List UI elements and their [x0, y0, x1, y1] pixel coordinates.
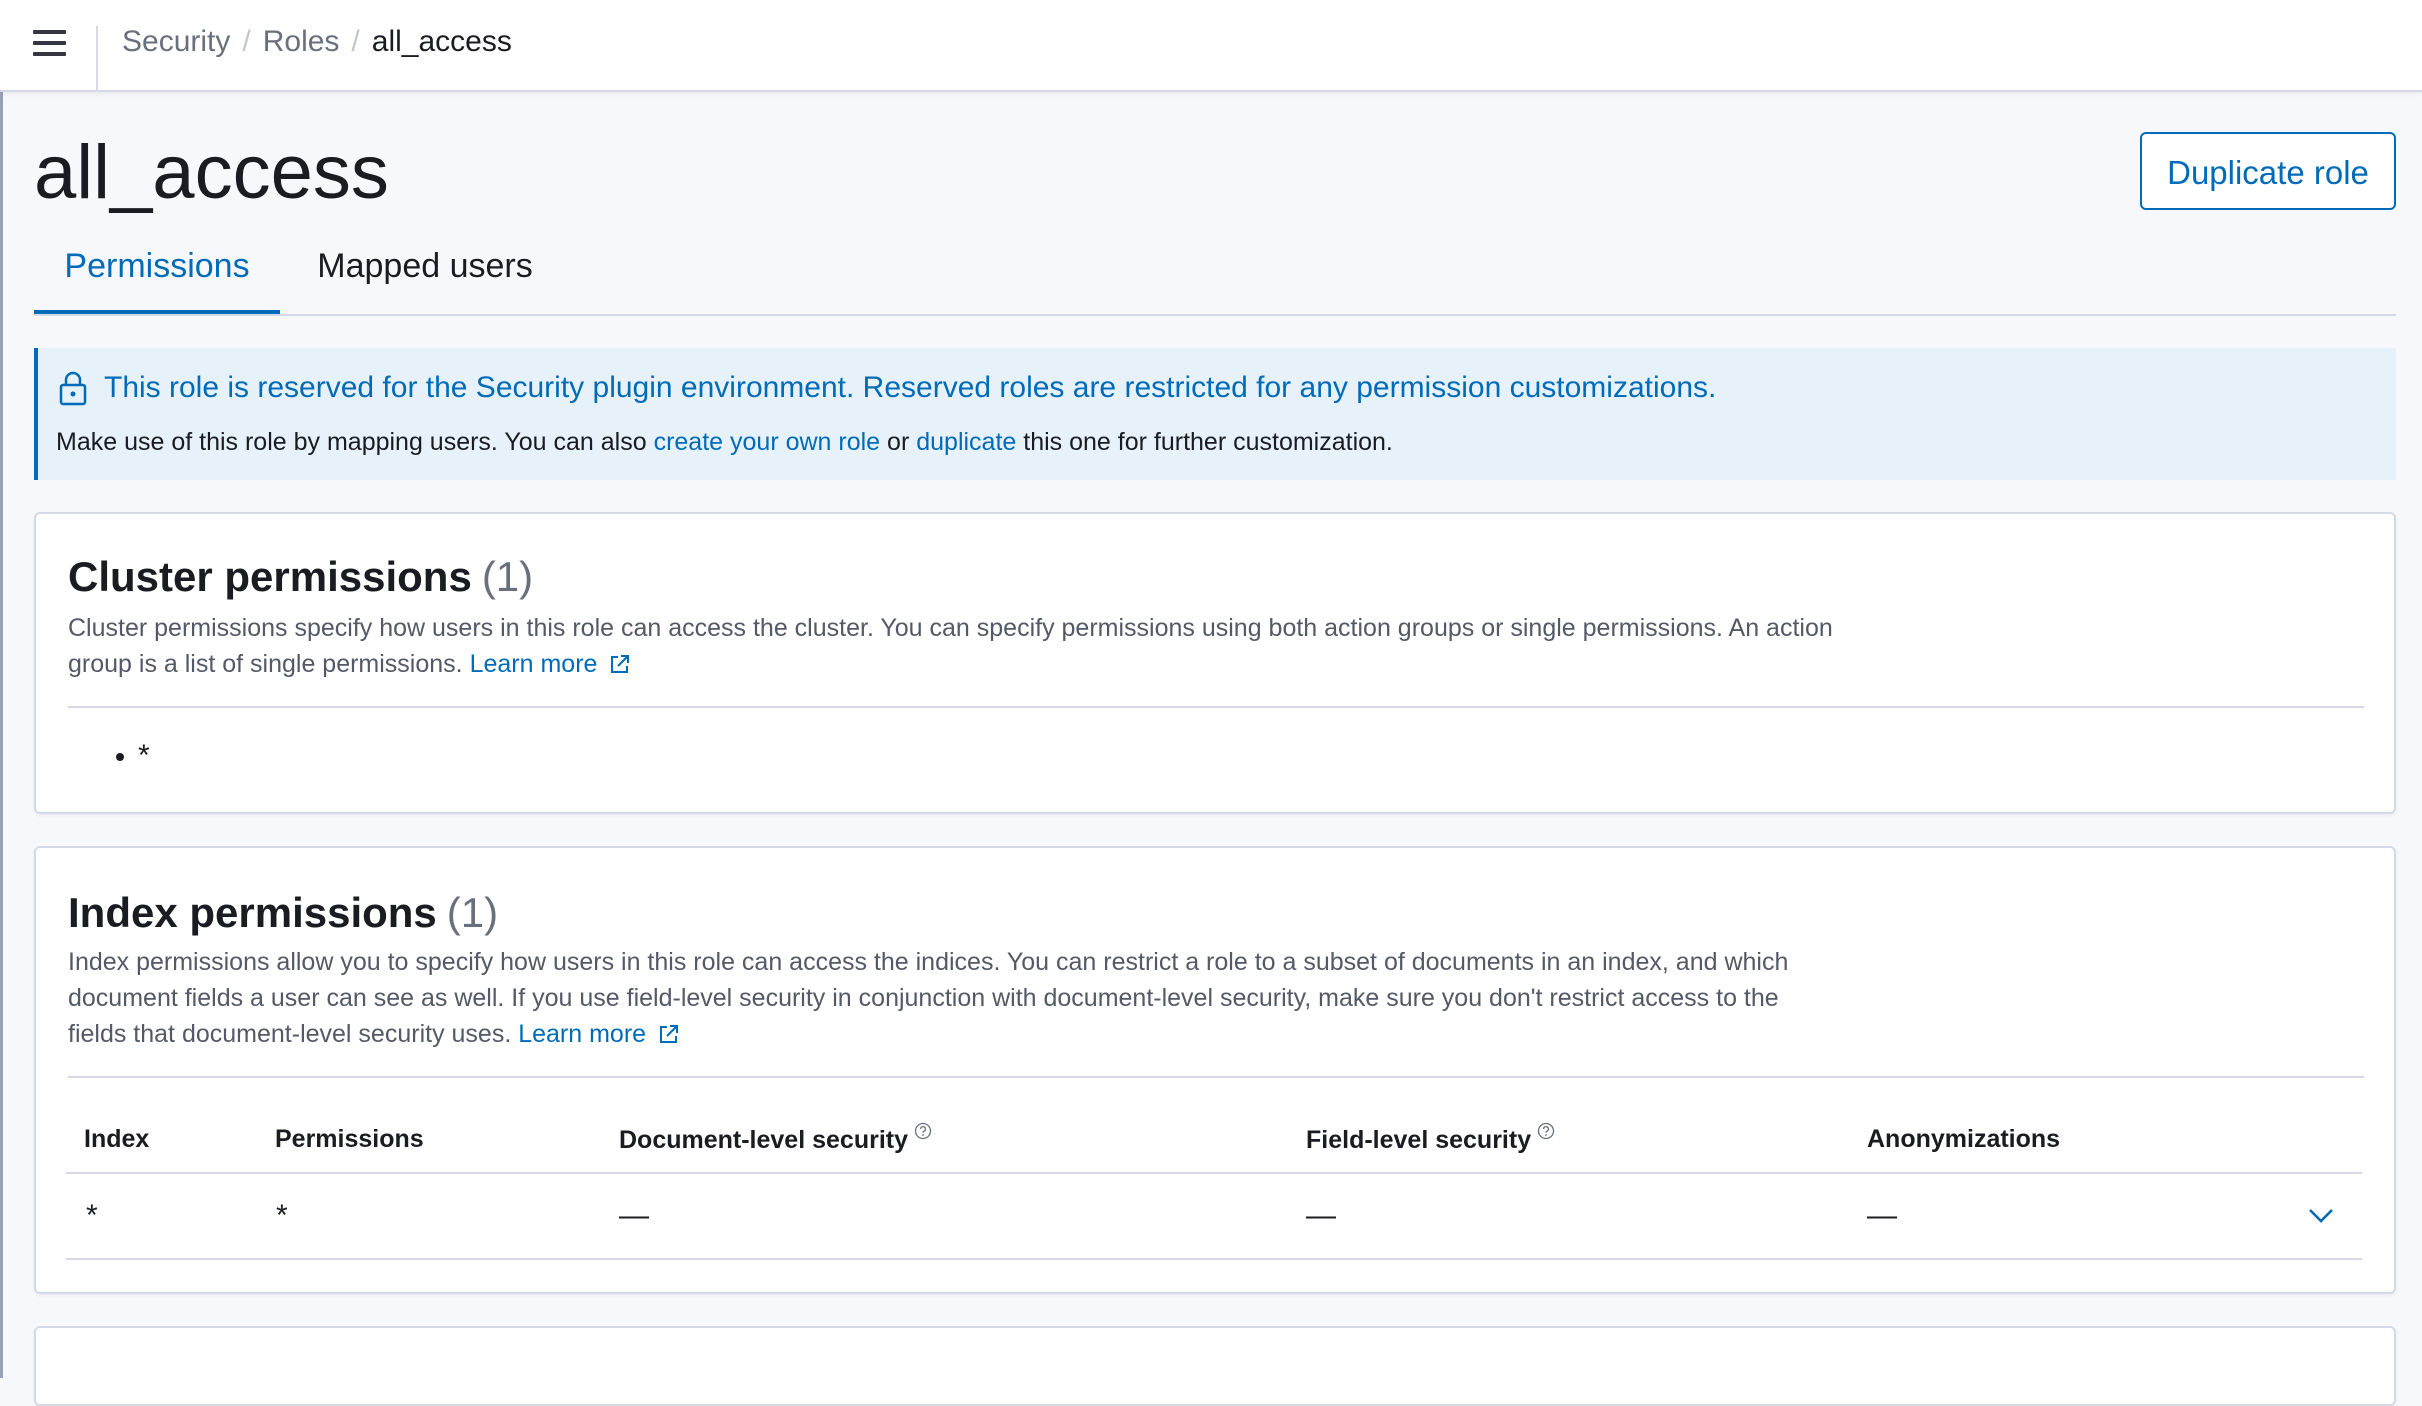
window-edge: [0, 0, 3, 1378]
permission-value: *: [138, 739, 150, 772]
cell-document-level-security: —: [619, 1199, 649, 1232]
external-link-icon: [658, 1023, 680, 1045]
cell-permissions: *: [276, 1199, 288, 1232]
cell-anonymizations: —: [1867, 1199, 1897, 1232]
tab-permissions[interactable]: Permissions: [34, 230, 280, 314]
index-permissions-title: [68, 888, 498, 938]
column-header-label: Document-level security: [619, 1126, 908, 1154]
callout-text: Make use of this role by mapping users. You can also: [56, 428, 647, 456]
lock-icon: [58, 370, 88, 406]
tab-mapped-users[interactable]: Mapped users: [317, 247, 533, 285]
index-permissions-panel: [34, 846, 2396, 1294]
page-title: all_access: [34, 130, 389, 215]
description-text: Index permissions allow you to specify how users in this role can access the indices. You can restrict a role to a subset of documents in an index, and which document fields a user can see as well. If you use field-level security in conjunction with document-level security, make sure you don't restrict access to the fields that document-level security uses.: [68, 948, 1789, 1048]
create-own-role-link[interactable]: create your own role: [653, 428, 881, 456]
chevron-down-icon[interactable]: [2306, 1202, 2336, 1228]
breadcrumb-roles[interactable]: Roles: [262, 25, 340, 58]
bullet: [116, 753, 124, 761]
learn-more-link[interactable]: [470, 650, 632, 678]
cluster-permissions-panel: [34, 512, 2396, 814]
cluster-permission-item: [116, 736, 150, 776]
tab-bar: [34, 230, 2396, 316]
duplicate-role-button[interactable]: Duplicate role: [2140, 132, 2396, 210]
section-count: (1): [481, 553, 534, 600]
section-title: Index permissions: [68, 889, 437, 936]
learn-more-link[interactable]: [518, 1020, 680, 1048]
section-count: (1): [446, 889, 499, 936]
index-permissions-description: [68, 944, 1828, 1052]
reserved-role-callout: [34, 348, 2396, 480]
hamburger-menu-icon[interactable]: [28, 24, 72, 64]
breadcrumb-separator: /: [242, 25, 251, 58]
column-header-document-level-security[interactable]: [619, 1122, 932, 1157]
learn-more-label: Learn more: [518, 1020, 647, 1048]
callout-body: [56, 424, 1393, 460]
duplicate-link[interactable]: duplicate: [916, 428, 1017, 456]
question-circle-icon[interactable]: [914, 1122, 932, 1140]
next-permissions-panel: [34, 1326, 2396, 1406]
section-divider: [68, 1076, 2364, 1078]
column-header-anonymizations[interactable]: Anonymizations: [1867, 1125, 2061, 1153]
cluster-permissions-title: [68, 552, 533, 602]
cell-field-level-security: —: [1306, 1199, 1336, 1232]
question-circle-icon[interactable]: [1537, 1122, 1555, 1140]
table-header-divider: [66, 1172, 2362, 1174]
cluster-permissions-description: [68, 610, 1868, 682]
breadcrumb-security[interactable]: Security: [122, 25, 231, 58]
section-divider: [68, 706, 2364, 708]
callout-text: this one for further customization.: [1023, 428, 1393, 456]
column-header-label: Field-level security: [1306, 1126, 1532, 1154]
table-row-divider: [66, 1258, 2362, 1260]
breadcrumb: [122, 22, 512, 62]
breadcrumb-separator: /: [351, 25, 360, 58]
callout-text: or: [887, 428, 910, 456]
column-header-permissions[interactable]: Permissions: [275, 1125, 424, 1153]
callout-title: This role is reserved for the Security plugin environment. Reserved roles are restricted for any permission customizations.: [104, 371, 1717, 404]
external-link-icon: [609, 653, 631, 675]
cell-index: *: [86, 1199, 98, 1232]
description-text: Cluster permissions specify how users in this role can access the cluster. You can specify permissions using both action groups or single permissions. An action group is a list of single permissions.: [68, 614, 1833, 678]
column-header-field-level-security[interactable]: [1306, 1122, 1555, 1157]
breadcrumb-current: all_access: [371, 25, 512, 58]
top-header: [0, 0, 2422, 92]
section-title: Cluster permissions: [68, 553, 472, 600]
learn-more-label: Learn more: [469, 650, 598, 678]
header-divider: [96, 26, 98, 90]
column-header-index[interactable]: Index: [84, 1125, 150, 1153]
